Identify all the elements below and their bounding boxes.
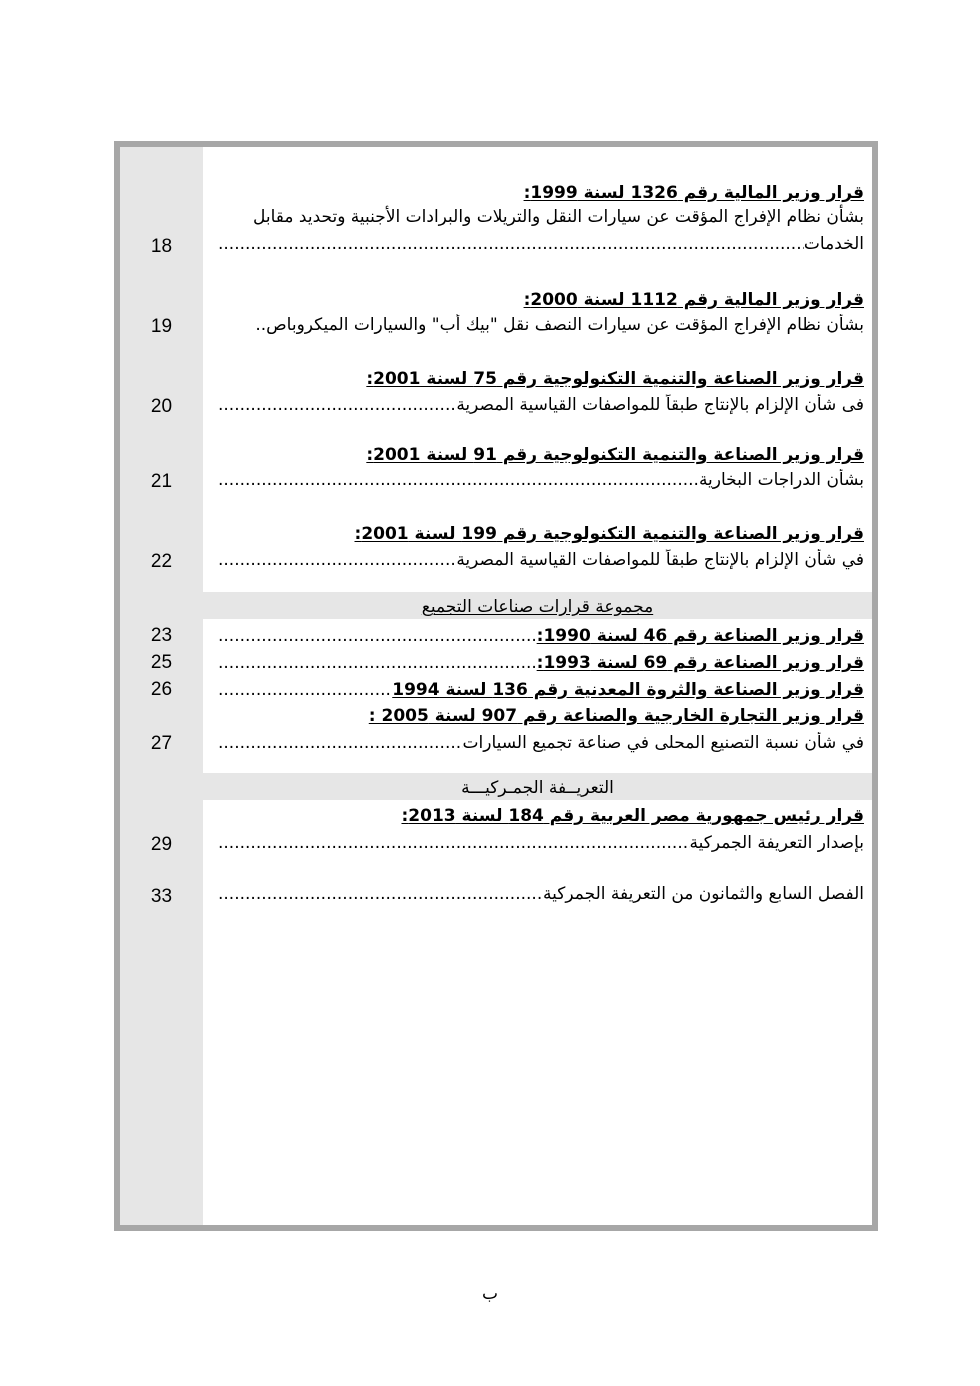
page-number: 33: [150, 886, 173, 907]
page-number: 19: [150, 316, 173, 337]
page-number: 29: [150, 834, 173, 855]
dot-leader: [218, 883, 543, 905]
dot-leader: [218, 549, 456, 571]
dot-leader: [218, 469, 699, 491]
toc-frame: [114, 141, 878, 1231]
section-heading-band: [203, 773, 872, 800]
page-number: 21: [150, 471, 173, 492]
page-number: 23: [150, 625, 173, 646]
entry-description-leader: [218, 469, 864, 491]
page-number: 26: [150, 679, 173, 700]
assembly-entry: [218, 679, 864, 701]
entry-description: الفصل السابع والثمانون من التعريفة الجمركية: [543, 884, 864, 904]
page-number: 22: [150, 551, 173, 572]
section-heading-band: [203, 592, 872, 619]
entry-description-leader: [218, 394, 864, 416]
entry-title: قرار وزير الصناعة والتنمية التكنولوجية رقم 91 لسنة 2001:: [366, 445, 864, 465]
dot-leader: [218, 832, 690, 854]
entry-title: قرار وزير الصناعة والتنمية التكنولوجية رقم 75 لسنة 2001:: [366, 369, 864, 389]
page-number: 27: [150, 733, 173, 754]
entry-title: قرار وزير الصناعة والثروة المعدنية رقم 136 لسنة 1994: [392, 680, 864, 700]
page-number: 20: [150, 396, 173, 417]
entry-description: في شأن الإلزام بالإنتاج طبقاً للمواصفات القياسية المصرية: [456, 550, 864, 570]
entry-title: قرار وزير الصناعة رقم 46 لسنة 1990:: [536, 626, 864, 646]
entry-title: قرار رئيس جمهورية مصر العربية رقم 184 لسنة 2013:: [401, 806, 864, 826]
entry-title: قرار وزير الصناعة رقم 69 لسنة 1993:: [536, 653, 864, 673]
entry-description: فى شأن الإلزام بالإنتاج طبقاً للمواصفات القياسية المصرية: [456, 395, 864, 415]
dot-leader: [218, 233, 804, 255]
entry-description: بشأن الدراجات البخارية: [698, 470, 864, 490]
entry-description-leader: [218, 883, 864, 905]
dot-leader: [218, 679, 392, 701]
dot-leader: [218, 732, 463, 754]
entry-description-end: الخدمات: [803, 234, 864, 254]
entry-description-leader: [218, 832, 864, 854]
entry-description: في شأن نسبة التصنيع المحلى في صناعة تجميع السيارات: [462, 733, 864, 753]
entry-description-leader: [218, 549, 864, 571]
assembly-entry: [218, 625, 864, 647]
entry-description-leader: [218, 732, 864, 754]
entry-title: قرار وزير المالية رقم 1326 لسنة 1999:: [523, 183, 864, 203]
dot-leader: [218, 652, 537, 674]
assembly-entry: [218, 652, 864, 674]
section-heading: التعريــفة الجمـركيـــة: [461, 778, 614, 798]
entry-title: قرار وزير المالية رقم 1112 لسنة 2000:: [523, 290, 864, 310]
entry-description-leader: [218, 233, 864, 255]
entry-title: قرار وزير التجارة الخارجية والصناعة رقم 907 لسنة 2005 :: [368, 706, 864, 726]
entry-title: قرار وزير الصناعة والتنمية التكنولوجية رقم 199 لسنة 2001:: [354, 524, 864, 544]
dot-leader: [218, 394, 456, 416]
entry-description: بشأن نظام الإفراج المؤقت عن سيارات النصف نقل "بيك أب" والسيارات الميكروباص..: [255, 315, 864, 335]
page-number: 18: [150, 236, 173, 257]
entry-description-leader: [218, 314, 864, 336]
section-heading: مجموعة قرارات صناعات التجميع: [421, 597, 654, 617]
entry-description: بإصدار التعريفة الجمركية: [689, 833, 864, 853]
entry-description: بشأن نظام الإفراج المؤقت عن سيارات النقل والتريلات والبرادات الأجنبية وتحديد مقابل: [253, 207, 864, 227]
dot-leader: [218, 625, 537, 647]
page-footer-letter: ب: [481, 1284, 498, 1304]
page-number: 25: [150, 652, 173, 673]
